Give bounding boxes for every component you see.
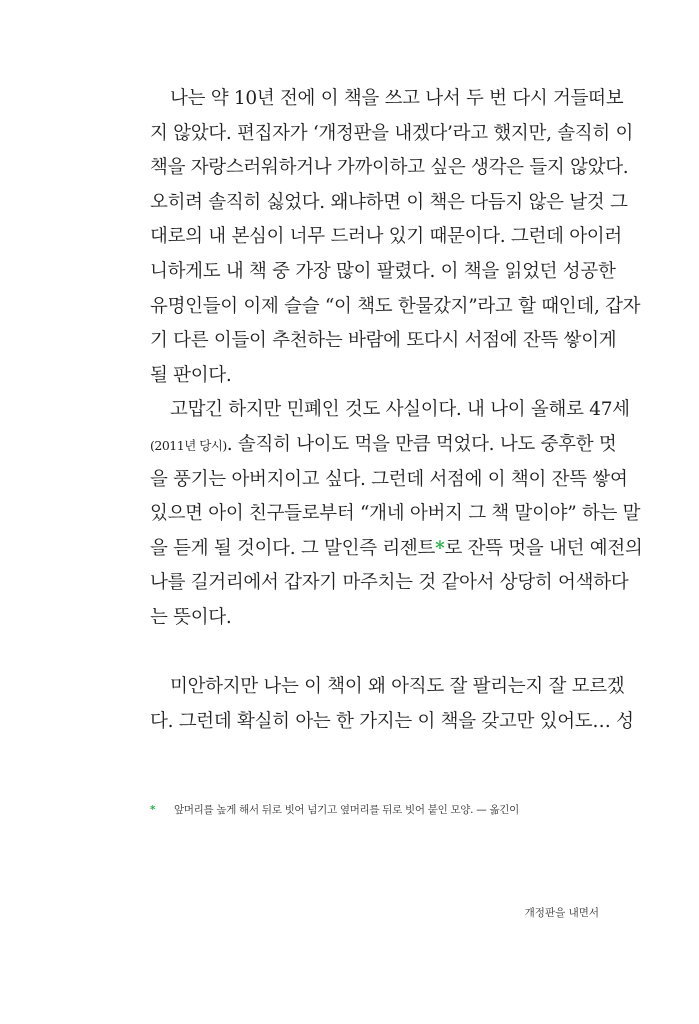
- paragraph-2-line: 나를 길거리에서 갑자기 마주치는 것 같아서 상당히 어색하다: [150, 572, 629, 594]
- paragraph-2-line: 을 풍기는 아버지이고 싶다. 그런데 서점에 이 책이 잔뜩 쌓여: [150, 468, 628, 490]
- body-text: [150, 82, 643, 739]
- paragraph-2-text: 로 잔뜩 멋을 내던 예전의: [444, 537, 643, 559]
- footnote: [150, 802, 519, 817]
- running-footer: 개정판을 내면서: [524, 907, 599, 919]
- paragraph-3-line: 다. 그런데 확실히 아는 한 가지는 이 책을 갖고만 있어도… 성: [150, 710, 634, 732]
- footnote-text: 앞머리를 높게 해서 뒤로 빗어 넘기고 옆머리를 뒤로 빗어 붙인 모양. — 옮긴이: [174, 804, 519, 816]
- paragraph-1-line: 지 않았다. 편집자가 ‘개정판을 내겠다’라고 했지만, 솔직히 이: [150, 122, 634, 144]
- footnote-mark: *: [150, 804, 156, 816]
- paragraph-1-line: 나는 약 10년 전에 이 책을 쓰고 나서 두 번 다시 거들떠보: [170, 88, 624, 109]
- paragraph-gap: [150, 636, 600, 671]
- paragraph-2-line: [150, 428, 617, 463]
- paragraph-1-line: 기 다른 이들이 추천하는 바람에 또다시 서점에 잔뜩 쌓이게: [150, 330, 617, 352]
- paragraph-2-line: 있으면 아이 친구들로부터 “개네 아버지 그 책 말이야” 하는 말: [150, 503, 641, 525]
- paragraph-2-text: 을 듣게 될 것이다. 그 말인즉 리젠트: [150, 537, 436, 559]
- paragraph-2-text: . 솔직히 나이도 먹을 만큼 먹었다. 나도 중후한 멋: [226, 433, 617, 455]
- paragraph-1-line: 니하게도 내 책 중 가장 많이 팔렸다. 이 책을 읽었던 성공한: [150, 260, 616, 282]
- paragraph-1-line: 대로의 내 본심이 너무 드러나 있기 때문이다. 그런데 아이러: [150, 226, 622, 248]
- footnote-reference-mark: *: [435, 537, 445, 559]
- paragraph-2-line: [150, 532, 643, 567]
- paragraph-1-line: 책을 자랑스러워하거나 가까이하고 싶은 생각은 들지 않았다.: [150, 157, 629, 179]
- paragraph-1-line: 오히려 솔직히 싫었다. 왜냐하면 이 책은 다듬지 않은 날것 그: [150, 191, 628, 213]
- year-note: (2011년 당시): [150, 437, 227, 453]
- paragraph-1-line: 유명인들이 이제 슬슬 “이 책도 한물갔지”라고 할 때인데, 갑자: [150, 295, 641, 317]
- paragraph-2-line: 는 뜻이다.: [150, 606, 232, 628]
- paragraph-1-line: 될 판이다.: [150, 364, 232, 386]
- paragraph-2-line: 고맙긴 하지만 민폐인 것도 사실이다. 내 나이 올해로 47세: [170, 399, 630, 421]
- paragraph-3-line: 미안하지만 나는 이 책이 왜 아직도 잘 팔리는지 잘 모르겠: [170, 676, 625, 698]
